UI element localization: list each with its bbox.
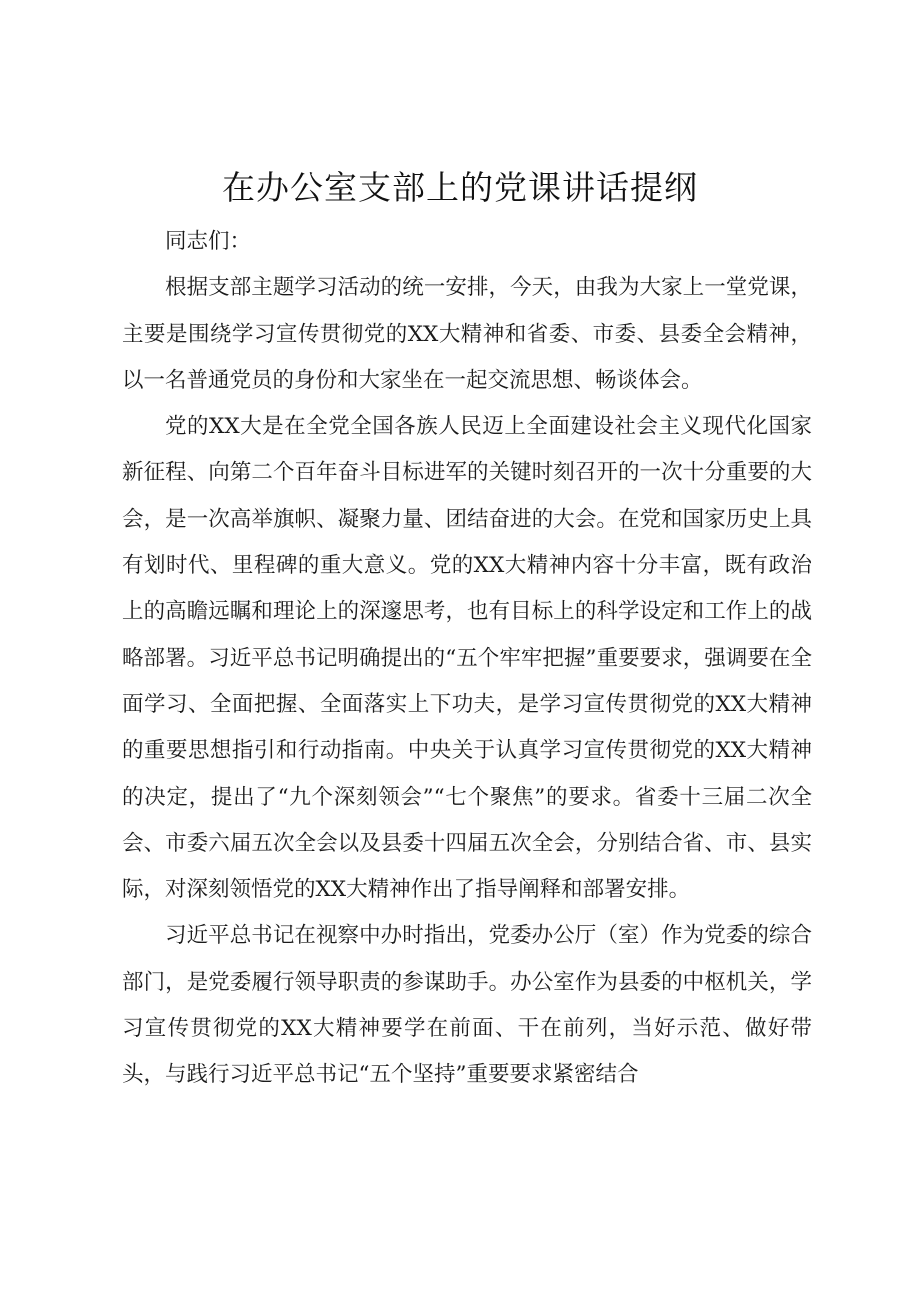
paragraph-congress-significance: 党的XX大是在全党全国各族人民迈上全面建设社会主义现代化国家新征程、向第二个百年奋斗目标进军的关键时刻召开的一次十分重要的大会，是一次高举旗帜、凝聚力量、团结奋进的大会。在党和国家历史上具有划时代、里程碑的重大意义。党的XX大精神内容十分丰富，既有政治上的高瞻远瞩和理论上的深邃思考，也有目标上的科学设定和工作上的战略部署。习近平总书记明确提出的“五个牢牢把握”重要要求，强调要在全面学习、全面把握、全面落实上下功夫，是学习宣传贯彻党的XX大精神的重要思想指引和行动指南。中央关于认真学习宣传贯彻党的XX大精神的决定，提出了“九个深刻领会”“七个聚焦”的要求。省委十三届二次全会、市委六届五次全会以及县委十四届五次全会，分别结合省、市、县实际，对深刻领悟党的XX大精神作出了指导阐释和部署安排。	[122, 414, 812, 903]
paragraph-office-role: 习近平总书记在视察中办时指出，党委办公厅（室）作为党委的综合部门，是党委履行领导职责的参谋助手。办公室作为县委的中枢机关，学习宣传贯彻党的XX大精神要学在前面、干在前列，当好示范、做好带头，与践行习近平总书记“五个坚持”重要要求紧密结合	[122, 923, 812, 1088]
paragraph-intro: 根据支部主题学习活动的统一安排，今天，由我为大家上一堂党课，主要是围绕学习宣传贯彻党的XX大精神和省委、市委、县委全会精神，以一名普通党员的身份和大家坐在一起交流思想、畅谈体会。	[122, 275, 812, 393]
document-title: 在办公室支部上的党课讲话提纲	[222, 168, 698, 207]
document-body	[122, 219, 812, 1099]
greeting-line: 同志们：	[165, 229, 252, 254]
